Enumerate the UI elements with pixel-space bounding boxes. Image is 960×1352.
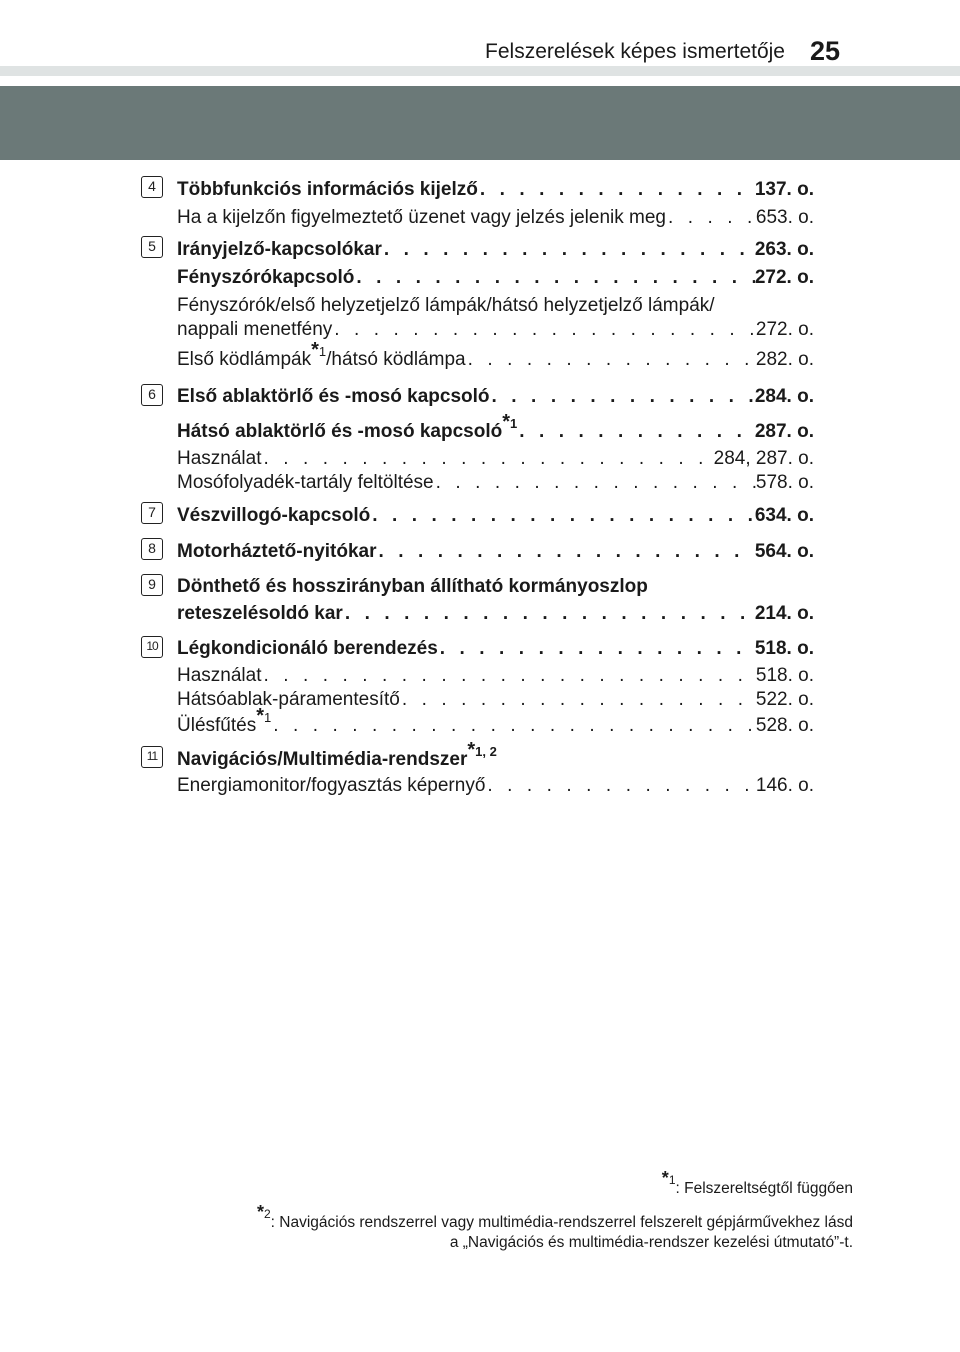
page-ref: 634. o.	[754, 505, 814, 526]
item-badge-4: 4	[141, 176, 163, 198]
entry-label: Energiamonitor/fogyasztás képernyő	[177, 775, 486, 796]
entry-label: Többfunkciós információs kijelző	[177, 179, 478, 200]
index-entry	[177, 637, 814, 661]
entry-label: reteszelésoldó kar	[177, 603, 343, 624]
leader-dots	[262, 447, 714, 471]
leader-dots	[485, 774, 756, 798]
page-ref: 653. o.	[755, 207, 814, 228]
index-entry	[177, 178, 814, 202]
leader-dots	[517, 420, 755, 444]
entry-label-line: Dönthető és hosszirányban állítható kormányoszlop	[177, 576, 648, 597]
item-badge-9: 9	[141, 574, 163, 596]
leader-dots	[382, 238, 755, 262]
leader-dots	[332, 318, 756, 342]
entry-label: Mosófolyadék-tartály feltöltése	[177, 472, 434, 493]
entry-label: Ülésfűtés$^{*1}$	[177, 705, 272, 736]
index-entry	[177, 602, 814, 626]
page-ref: 214. o.	[754, 603, 814, 624]
entry-label: Vészvillogó-kapcsoló	[177, 505, 371, 526]
index-entry	[177, 206, 814, 230]
index-entry	[177, 318, 814, 342]
index-entry	[177, 238, 814, 262]
header-band	[0, 86, 960, 160]
header-title: Felszerelések képes ismertetője	[485, 40, 785, 63]
page-ref: 528. o.	[755, 715, 814, 736]
index-entry	[177, 411, 814, 444]
leader-dots	[343, 602, 755, 626]
leader-dots	[354, 266, 754, 290]
page-ref: 272. o.	[754, 267, 814, 288]
page-ref: 263. o.	[754, 239, 814, 260]
entry-label: Hátsóablak-páramentesítő	[177, 689, 400, 710]
footnote-2: $^{*2}$: Navigációs rendszerrel vagy multimédia-rendszerrel felszerelt gépjárművekhez lásd a „Navigációs és multimédia-rendszer kezelési útmutató”-t.	[256, 1202, 853, 1251]
entry-label: Légkondicionáló berendezés	[177, 638, 438, 659]
leader-dots	[370, 504, 755, 528]
page-ref: 518. o.	[755, 665, 814, 686]
index-entry	[177, 339, 814, 372]
item-badge-10: 10	[141, 636, 163, 658]
leader-dots	[400, 688, 756, 712]
index-entry	[177, 688, 814, 712]
leader-dots	[438, 637, 755, 661]
header-rule	[0, 66, 960, 76]
entry-label: Hátsó ablaktörlő és -mosó kapcsoló$^{*1}$	[177, 411, 518, 442]
leader-dots	[478, 178, 755, 202]
leader-dots	[262, 664, 756, 688]
entry-label-line: Fényszórók/első helyzetjelző lámpák/hátsó helyzetjelző lámpák/	[177, 295, 715, 316]
index-entry	[177, 774, 814, 798]
item-badge-7: 7	[141, 502, 163, 524]
page-ref: 518. o.	[754, 638, 814, 659]
entry-label: Motorháztető-nyitókar	[177, 541, 377, 562]
entry-label: Fényszórókapcsoló	[177, 267, 355, 288]
page-ref: 284, 287. o.	[713, 448, 814, 469]
index-entry	[177, 705, 814, 738]
page-ref: 146. o.	[755, 775, 814, 796]
entry-label: Használat	[177, 448, 262, 469]
index-entry	[177, 385, 814, 409]
entry-label: Első ablaktörlő és -mosó kapcsoló	[177, 386, 490, 407]
page-number: 25	[810, 36, 841, 66]
leader-dots	[490, 385, 755, 409]
entry-label: Első ködlámpák$^{*1}$/hátsó ködlámpa	[177, 339, 466, 370]
footnote-1: $^{*1}$: Felszereltségtől függően	[661, 1168, 853, 1197]
item-badge-6: 6	[141, 384, 163, 406]
page-ref: 137. o.	[754, 179, 814, 200]
index-entry	[177, 540, 814, 564]
index-entry	[177, 447, 814, 471]
index-entry	[177, 504, 814, 528]
page-ref: 522. o.	[755, 689, 814, 710]
page-ref: 287. o.	[754, 421, 814, 442]
entry-label: nappali menetfény	[177, 319, 333, 340]
leader-dots	[377, 540, 755, 564]
item-badge-11: 11	[141, 746, 163, 768]
leader-dots	[434, 471, 756, 495]
entry-label: Ha a kijelzőn figyelmeztető üzenet vagy jelzés jelenik meg	[177, 207, 666, 228]
index-entry	[177, 266, 814, 290]
leader-dots	[466, 348, 756, 372]
entry-label-line: Navigációs/Multimédia-rendszer$^{*1, 2}$	[177, 739, 497, 770]
index-entry	[177, 664, 814, 688]
index-entry	[177, 471, 814, 495]
page-ref: 282. o.	[755, 349, 814, 370]
entry-label: Használat	[177, 665, 262, 686]
item-badge-5: 5	[141, 236, 163, 258]
leader-dots	[271, 714, 756, 738]
entry-label: Irányjelző-kapcsolókar	[177, 239, 382, 260]
item-badge-8: 8	[141, 538, 163, 560]
page-ref: 578. o.	[755, 472, 814, 493]
page-ref: 284. o.	[754, 386, 814, 407]
leader-dots	[666, 206, 756, 230]
page-ref: 272. o.	[755, 319, 814, 340]
page-ref: 564. o.	[754, 541, 814, 562]
